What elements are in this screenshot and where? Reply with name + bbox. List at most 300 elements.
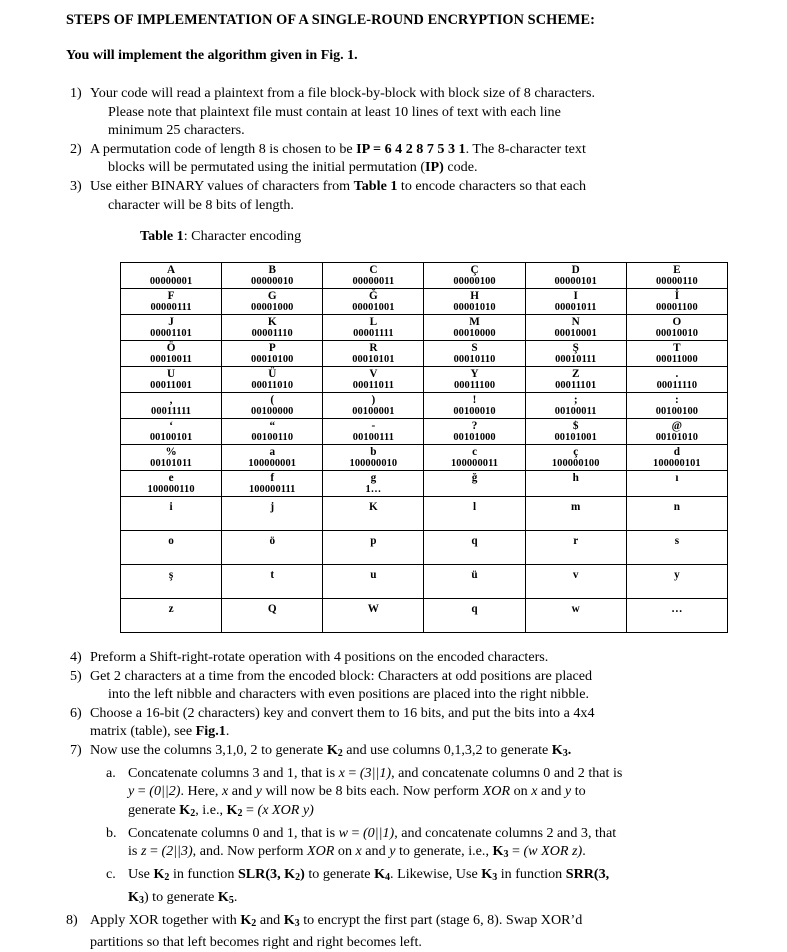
step-6-line-2-pre: matrix (table), see <box>90 723 196 740</box>
cell-binary: 00100001 <box>352 406 395 417</box>
cell-binary: 00101011 <box>150 458 192 469</box>
step-2-text-pre: A permutation code of length 8 is chosen to be <box>90 140 357 157</box>
table-cell <box>323 565 424 599</box>
table-cell <box>323 497 424 531</box>
cell-character: u <box>370 569 377 581</box>
table-cell <box>525 341 626 367</box>
step-3-text-pre: Use either BINARY values of characters from <box>90 177 354 194</box>
cell-binary: 00011110 <box>656 380 698 391</box>
step-7 <box>62 741 752 764</box>
cell-character: S <box>471 342 478 354</box>
step-3-line-2: character will be 8 bits of length. <box>108 196 294 213</box>
cell-character: Ğ <box>369 290 378 302</box>
cell-character: c <box>472 446 478 458</box>
table-cell <box>121 531 222 565</box>
cell-binary: 00011010 <box>251 380 294 391</box>
key-k2-label: K2 <box>179 801 196 820</box>
cell-binary: 00011100 <box>453 380 496 391</box>
var-y: y <box>128 783 135 800</box>
cell-character: K <box>267 316 277 328</box>
cell-binary: 00011000 <box>655 354 698 365</box>
cell-binary: 00001110 <box>251 328 293 339</box>
table-cell <box>222 393 323 419</box>
step-1-marker: 1) <box>70 85 82 101</box>
cell-character: ü <box>471 569 478 581</box>
cell-binary: 1… <box>365 484 382 495</box>
cell-binary: 00010110 <box>453 354 496 365</box>
step-7-head-mid: and use columns 0,1,3,2 to generate <box>342 741 552 758</box>
table-cell <box>121 289 222 315</box>
table-cell <box>424 599 525 633</box>
cell-character: v <box>572 569 579 581</box>
table-row <box>121 445 728 471</box>
table-cell <box>323 315 424 341</box>
key-k2-label: K2 <box>326 741 343 760</box>
table-cell <box>424 341 525 367</box>
cell-binary: 00010010 <box>655 328 699 339</box>
table-cell <box>525 471 626 497</box>
cell-character: y <box>674 569 680 581</box>
cell-character: A <box>167 264 176 276</box>
k3-formula: (w XOR z) <box>523 843 583 860</box>
table-cell <box>323 471 424 497</box>
cell-character: . <box>675 368 679 380</box>
step-2-marker: 2) <box>70 140 82 157</box>
cell-character: Ş <box>572 342 579 354</box>
table-cell <box>525 565 626 599</box>
table-cell <box>626 315 727 341</box>
var-w: w <box>338 824 348 841</box>
table-cell <box>222 531 323 565</box>
table-row <box>121 419 728 445</box>
key-k4-label: K4 <box>374 866 391 884</box>
step-7c: c. Use K2 in function SLR(3, K2) to generate K4. Likewise, Use K3 in function SRR(3, K3) to generate K5. <box>106 866 610 907</box>
step-7a-line-1-post: , and concatenate columns 0 and 2 that is <box>391 764 623 781</box>
table-cell <box>121 341 222 367</box>
table-cell <box>424 315 525 341</box>
table-cell <box>323 367 424 393</box>
step-6 <box>62 704 752 741</box>
cell-character: ; <box>573 394 578 406</box>
table-cell <box>323 393 424 419</box>
step-7-head-post: . <box>567 741 572 758</box>
cell-character: ı <box>675 472 679 484</box>
cell-binary: 00101000 <box>453 432 496 443</box>
table-cell <box>121 599 222 633</box>
cell-binary: 00010000 <box>453 328 496 339</box>
cell-character: D <box>571 264 580 276</box>
table-cell <box>121 445 222 471</box>
table-cell <box>323 419 424 445</box>
table-cell <box>525 445 626 471</box>
cell-character: ‘ <box>169 420 173 432</box>
table-cell <box>121 367 222 393</box>
table-cell <box>525 419 626 445</box>
cell-binary: 100000110 <box>147 484 195 495</box>
cell-character: n <box>673 501 680 513</box>
table-cell <box>121 315 222 341</box>
cell-binary: 00001100 <box>655 302 698 313</box>
table-cell <box>121 497 222 531</box>
cell-character: Y <box>470 368 479 380</box>
cell-binary: 100000010 <box>349 458 398 469</box>
table-cell <box>626 367 727 393</box>
cell-binary: 00100000 <box>251 406 294 417</box>
key-k2-label: K2 <box>226 801 243 820</box>
table-cell <box>424 497 525 531</box>
cell-character: M <box>469 316 480 328</box>
table-cell <box>222 263 323 289</box>
table-row <box>121 367 728 393</box>
table-caption-text: : Character encoding <box>183 228 302 244</box>
cell-binary: 00100111 <box>352 432 394 443</box>
cell-binary: 100000101 <box>653 458 701 469</box>
cell-binary: 00000101 <box>554 276 597 287</box>
table-cell <box>222 367 323 393</box>
table-row <box>121 393 728 419</box>
cell-binary: 00100100 <box>655 406 699 417</box>
table-row <box>121 565 728 599</box>
step-1 <box>62 84 752 140</box>
table-row <box>121 289 728 315</box>
table-cell <box>323 289 424 315</box>
cell-binary: 00001000 <box>251 302 294 313</box>
table-row <box>121 471 728 497</box>
key-k5-label: K5 <box>217 888 234 907</box>
table-cell <box>626 497 727 531</box>
character-encoding-table-body <box>121 263 728 633</box>
xor-operator: XOR <box>306 843 335 860</box>
cell-character: b <box>370 446 377 458</box>
cell-character: ! <box>472 394 477 406</box>
fig-1-reference: Fig.1 <box>195 723 226 740</box>
cell-binary: 00000011 <box>352 276 395 287</box>
xor-operator: XOR <box>482 783 511 800</box>
table-cell <box>323 531 424 565</box>
cell-binary: 00001111 <box>353 328 394 339</box>
cell-binary: 00000001 <box>149 276 193 287</box>
table-row <box>121 531 728 565</box>
cell-character: q <box>471 603 478 615</box>
table-cell <box>525 393 626 419</box>
page-subtitle: You will implement the algorithm given in Fig. 1. <box>66 48 358 63</box>
cell-character: h <box>572 472 579 484</box>
steps-list-bottom <box>62 648 752 952</box>
step-6-line-2-post: . <box>225 723 230 740</box>
cell-binary: 00100011 <box>554 406 597 417</box>
cell-character: G <box>267 290 277 302</box>
table-cell <box>222 599 323 633</box>
slr-function: SLR(3, K2) <box>237 866 305 884</box>
step-8-marker: 8) <box>66 911 78 928</box>
table-row <box>121 315 728 341</box>
cell-character: ) <box>371 394 376 406</box>
table-cell <box>424 419 525 445</box>
step-2 <box>62 140 752 177</box>
table-cell <box>323 599 424 633</box>
cell-character: - <box>371 420 376 432</box>
cell-character: K <box>369 501 378 513</box>
cell-character: B <box>268 264 276 276</box>
cell-character: l <box>472 501 477 513</box>
cell-character: L <box>369 316 378 328</box>
cell-character: ? <box>471 420 478 432</box>
key-k3-label: K3 <box>551 741 568 760</box>
cell-binary: 00010101 <box>352 354 395 365</box>
step-6-line-1: Choose a 16-bit (2 characters) key and convert them to 16 bits, and put the bits into a 4x4 <box>90 704 595 721</box>
cell-binary: 00000100 <box>453 276 496 287</box>
table-cell <box>424 289 525 315</box>
cell-character: w <box>571 603 580 615</box>
cell-character: ş <box>168 569 174 581</box>
cell-character: m <box>571 501 581 513</box>
table-cell <box>424 367 525 393</box>
k2-formula: (x XOR y) <box>257 801 314 818</box>
table-1-reference: Table 1 <box>353 177 398 194</box>
cell-binary: 00101010 <box>655 432 699 443</box>
key-k3-label: K3 <box>128 888 144 907</box>
ip-code-value: IP = 6 4 2 8 7 5 3 1 <box>356 140 466 157</box>
cell-character: R <box>369 342 378 354</box>
cell-binary: 00101001 <box>554 432 597 443</box>
step-7b-marker: b. <box>106 824 117 841</box>
table-cell <box>222 497 323 531</box>
cell-character: ç <box>573 446 579 458</box>
step-4-line-1: Preform a Shift-right-rotate operation with 4 positions on the encoded characters. <box>90 649 549 665</box>
cell-character: N <box>571 316 580 328</box>
step-7-marker: 7) <box>70 741 82 758</box>
srr-function: SRR(3, <box>565 866 610 883</box>
table-cell <box>626 263 727 289</box>
table-cell <box>424 263 525 289</box>
concat-0-2: (0||2) <box>149 783 181 800</box>
table-cell <box>323 445 424 471</box>
step-3-text-post: to encode characters so that each <box>397 177 586 194</box>
step-7-head-pre: Now use the columns 3,1,0, 2 to generate <box>90 741 327 758</box>
cell-binary: 00001010 <box>453 302 496 313</box>
cell-character: … <box>671 603 683 615</box>
cell-character: j <box>270 501 275 513</box>
table-cell <box>626 445 727 471</box>
cell-character: % <box>165 446 177 458</box>
table-cell <box>222 565 323 599</box>
var-x: x <box>338 764 345 781</box>
cell-character: İ <box>674 290 680 302</box>
cell-character: Ü <box>268 368 277 380</box>
cell-character: @ <box>671 420 683 432</box>
table-cell <box>222 289 323 315</box>
cell-character: Q <box>267 603 277 615</box>
step-7b-line-1-pre: Concatenate columns 0 and 1, that is <box>128 824 339 841</box>
table-cell <box>626 289 727 315</box>
table-cell <box>626 531 727 565</box>
cell-binary: 00011101 <box>555 380 597 391</box>
cell-character: z <box>168 603 174 615</box>
step-5-line-2: into the left nibble and characters with even positions are placed into the right nibble. <box>108 686 589 703</box>
step-7b: b. Concatenate columns 0 and 1, that is w = (0||1), and concatenate columns 2 and 3, that is z = (2||3), and. Now perform XOR on x and y to generate, i.e., K3 = (w XOR z). <box>106 824 617 861</box>
cell-character: f <box>270 472 275 484</box>
step-8: 8) Apply XOR together with K2 and K3 to encrypt the first part (stage 6, 8). Swap XOR’d partitions so that left becomes right and right becomes left. <box>62 911 752 952</box>
table-cell <box>525 367 626 393</box>
cell-binary: 00011001 <box>150 380 192 391</box>
cell-character: a <box>269 446 276 458</box>
var-z: z <box>140 843 147 860</box>
cell-character: d <box>673 446 680 458</box>
cell-character: t <box>270 569 275 581</box>
step-5 <box>62 667 752 704</box>
character-encoding-table <box>120 262 728 633</box>
concat-0-1: (0||1) <box>362 824 395 841</box>
cell-character: ğ <box>471 472 478 484</box>
cell-character: Ö <box>166 342 176 354</box>
step-7a: a. Concatenate columns 3 and 1, that is x = (3||1), and concatenate columns 0 and 2 that is y = (0||2). Here, x and y will now be 8 bits each. Now perform XOR on x and y to generate K2, i.e., K2 = (x XOR y) <box>106 764 623 820</box>
cell-binary: 00001101 <box>150 328 192 339</box>
cell-character: V <box>369 368 378 380</box>
cell-binary: 00010001 <box>554 328 597 339</box>
step-1-line-3: minimum 25 characters. <box>108 122 245 139</box>
cell-binary: 100000111 <box>248 484 296 495</box>
cell-character: p <box>370 535 377 547</box>
table-row <box>121 599 728 633</box>
step-4 <box>62 648 752 667</box>
step-7a-marker: a. <box>106 764 116 781</box>
table-cell <box>424 471 525 497</box>
table-cell <box>525 497 626 531</box>
table-cell <box>424 445 525 471</box>
cell-binary: 00010011 <box>150 354 192 365</box>
cell-character: T <box>673 342 681 354</box>
step-2-line-2-pre: blocks will be permutated using the initial permutation ( <box>108 159 426 176</box>
cell-binary: 00011011 <box>352 380 394 391</box>
table-cell <box>626 565 727 599</box>
table-cell <box>222 341 323 367</box>
step-5-marker: 5) <box>70 667 82 684</box>
table-cell <box>222 419 323 445</box>
concat-3-1: (3||1) <box>359 764 392 781</box>
cell-character: W <box>367 603 379 615</box>
cell-character: P <box>268 342 276 354</box>
cell-character: ö <box>269 535 276 547</box>
table-cell <box>626 341 727 367</box>
cell-binary: 00010111 <box>555 354 597 365</box>
table-cell <box>323 263 424 289</box>
cell-character: I <box>573 290 578 302</box>
cell-character: s <box>674 535 680 547</box>
table-cell <box>222 471 323 497</box>
cell-binary: 00001011 <box>554 302 597 313</box>
table-cell <box>222 315 323 341</box>
table-cell <box>626 419 727 445</box>
table-cell <box>121 471 222 497</box>
table-cell <box>323 341 424 367</box>
step-3 <box>62 177 752 214</box>
cell-character: U <box>167 368 176 380</box>
cell-binary: 100000100 <box>551 458 600 469</box>
table-cell <box>525 599 626 633</box>
step-3-marker: 3) <box>70 177 82 194</box>
concat-2-3: (2||3) <box>161 843 193 860</box>
cell-character: i <box>169 501 173 513</box>
table-caption <box>140 228 301 245</box>
table-cell <box>424 531 525 565</box>
cell-binary: 100000001 <box>248 458 297 469</box>
cell-binary: 100000011 <box>451 458 499 469</box>
cell-character: $ <box>572 420 579 432</box>
step-7a-line-1-pre: Concatenate columns 3 and 1, that is <box>128 764 339 781</box>
step-1-line-1: Your code will read a plaintext from a file block-by-block with block size of 8 characters. <box>90 85 595 101</box>
table-row <box>121 341 728 367</box>
cell-character: J <box>168 316 174 328</box>
step-8-line-2: partitions so that left becomes right and right becomes left. <box>90 934 422 951</box>
cell-character: Z <box>571 368 580 380</box>
cell-character: F <box>167 290 175 302</box>
table-cell <box>424 393 525 419</box>
cell-binary: 00001001 <box>352 302 395 313</box>
page-title: STEPS OF IMPLEMENTATION OF A SINGLE-ROUND ENCRYPTION SCHEME: <box>66 12 595 28</box>
table-cell <box>626 599 727 633</box>
ip-abbrev: IP) <box>425 159 444 176</box>
cell-character: H <box>470 290 479 302</box>
cell-binary: 00000111 <box>150 302 192 313</box>
table-caption-label: Table 1 <box>140 228 184 244</box>
cell-binary: 00010100 <box>251 354 294 365</box>
table-row <box>121 263 728 289</box>
cell-character: , <box>169 394 173 406</box>
key-k3-label: K3 <box>481 866 498 884</box>
key-k3-label: K3 <box>283 911 300 929</box>
step-1-line-2: Please note that plaintext file must contain at least 10 lines of text with each line <box>108 103 561 120</box>
cell-character: “ <box>269 420 276 432</box>
key-k3-label: K3 <box>492 843 509 861</box>
step-2-line-2-post: code. <box>443 159 478 176</box>
cell-binary: 00100110 <box>251 432 294 443</box>
cell-character: C <box>369 264 378 276</box>
table-cell <box>121 393 222 419</box>
step-4-marker: 4) <box>70 649 82 665</box>
step-5-line-1: Get 2 characters at a time from the encoded block: Characters at odd positions are placed <box>90 667 593 684</box>
table-cell <box>121 419 222 445</box>
cell-binary: 00011111 <box>151 406 192 417</box>
cell-character: Ç <box>470 264 479 276</box>
table-cell <box>222 445 323 471</box>
cell-binary: 00100010 <box>453 406 496 417</box>
table-cell <box>525 315 626 341</box>
step-2-text-post: . The 8-character text <box>465 140 586 157</box>
step-7b-line-1-post: , and concatenate columns 2 and 3, that <box>394 824 617 841</box>
table-cell <box>121 565 222 599</box>
step-6-marker: 6) <box>70 704 82 721</box>
cell-binary: 00100101 <box>149 432 193 443</box>
key-k2-label: K2 <box>153 866 170 884</box>
cell-character: ( <box>270 394 275 406</box>
cell-character: q <box>471 535 478 547</box>
cell-character: e <box>168 472 174 484</box>
key-k2-label: K2 <box>240 911 257 929</box>
step-7c-marker: c. <box>106 866 116 883</box>
cell-character: O <box>672 316 682 328</box>
steps-list-top <box>62 84 752 214</box>
cell-character: : <box>675 394 679 406</box>
table-cell <box>525 531 626 565</box>
cell-character: E <box>673 264 681 276</box>
cell-character: g <box>370 472 377 484</box>
table-cell <box>525 289 626 315</box>
table-cell <box>525 263 626 289</box>
cell-binary: 00000010 <box>251 276 294 287</box>
table-cell <box>626 393 727 419</box>
table-cell <box>626 471 727 497</box>
cell-character: r <box>573 535 579 547</box>
